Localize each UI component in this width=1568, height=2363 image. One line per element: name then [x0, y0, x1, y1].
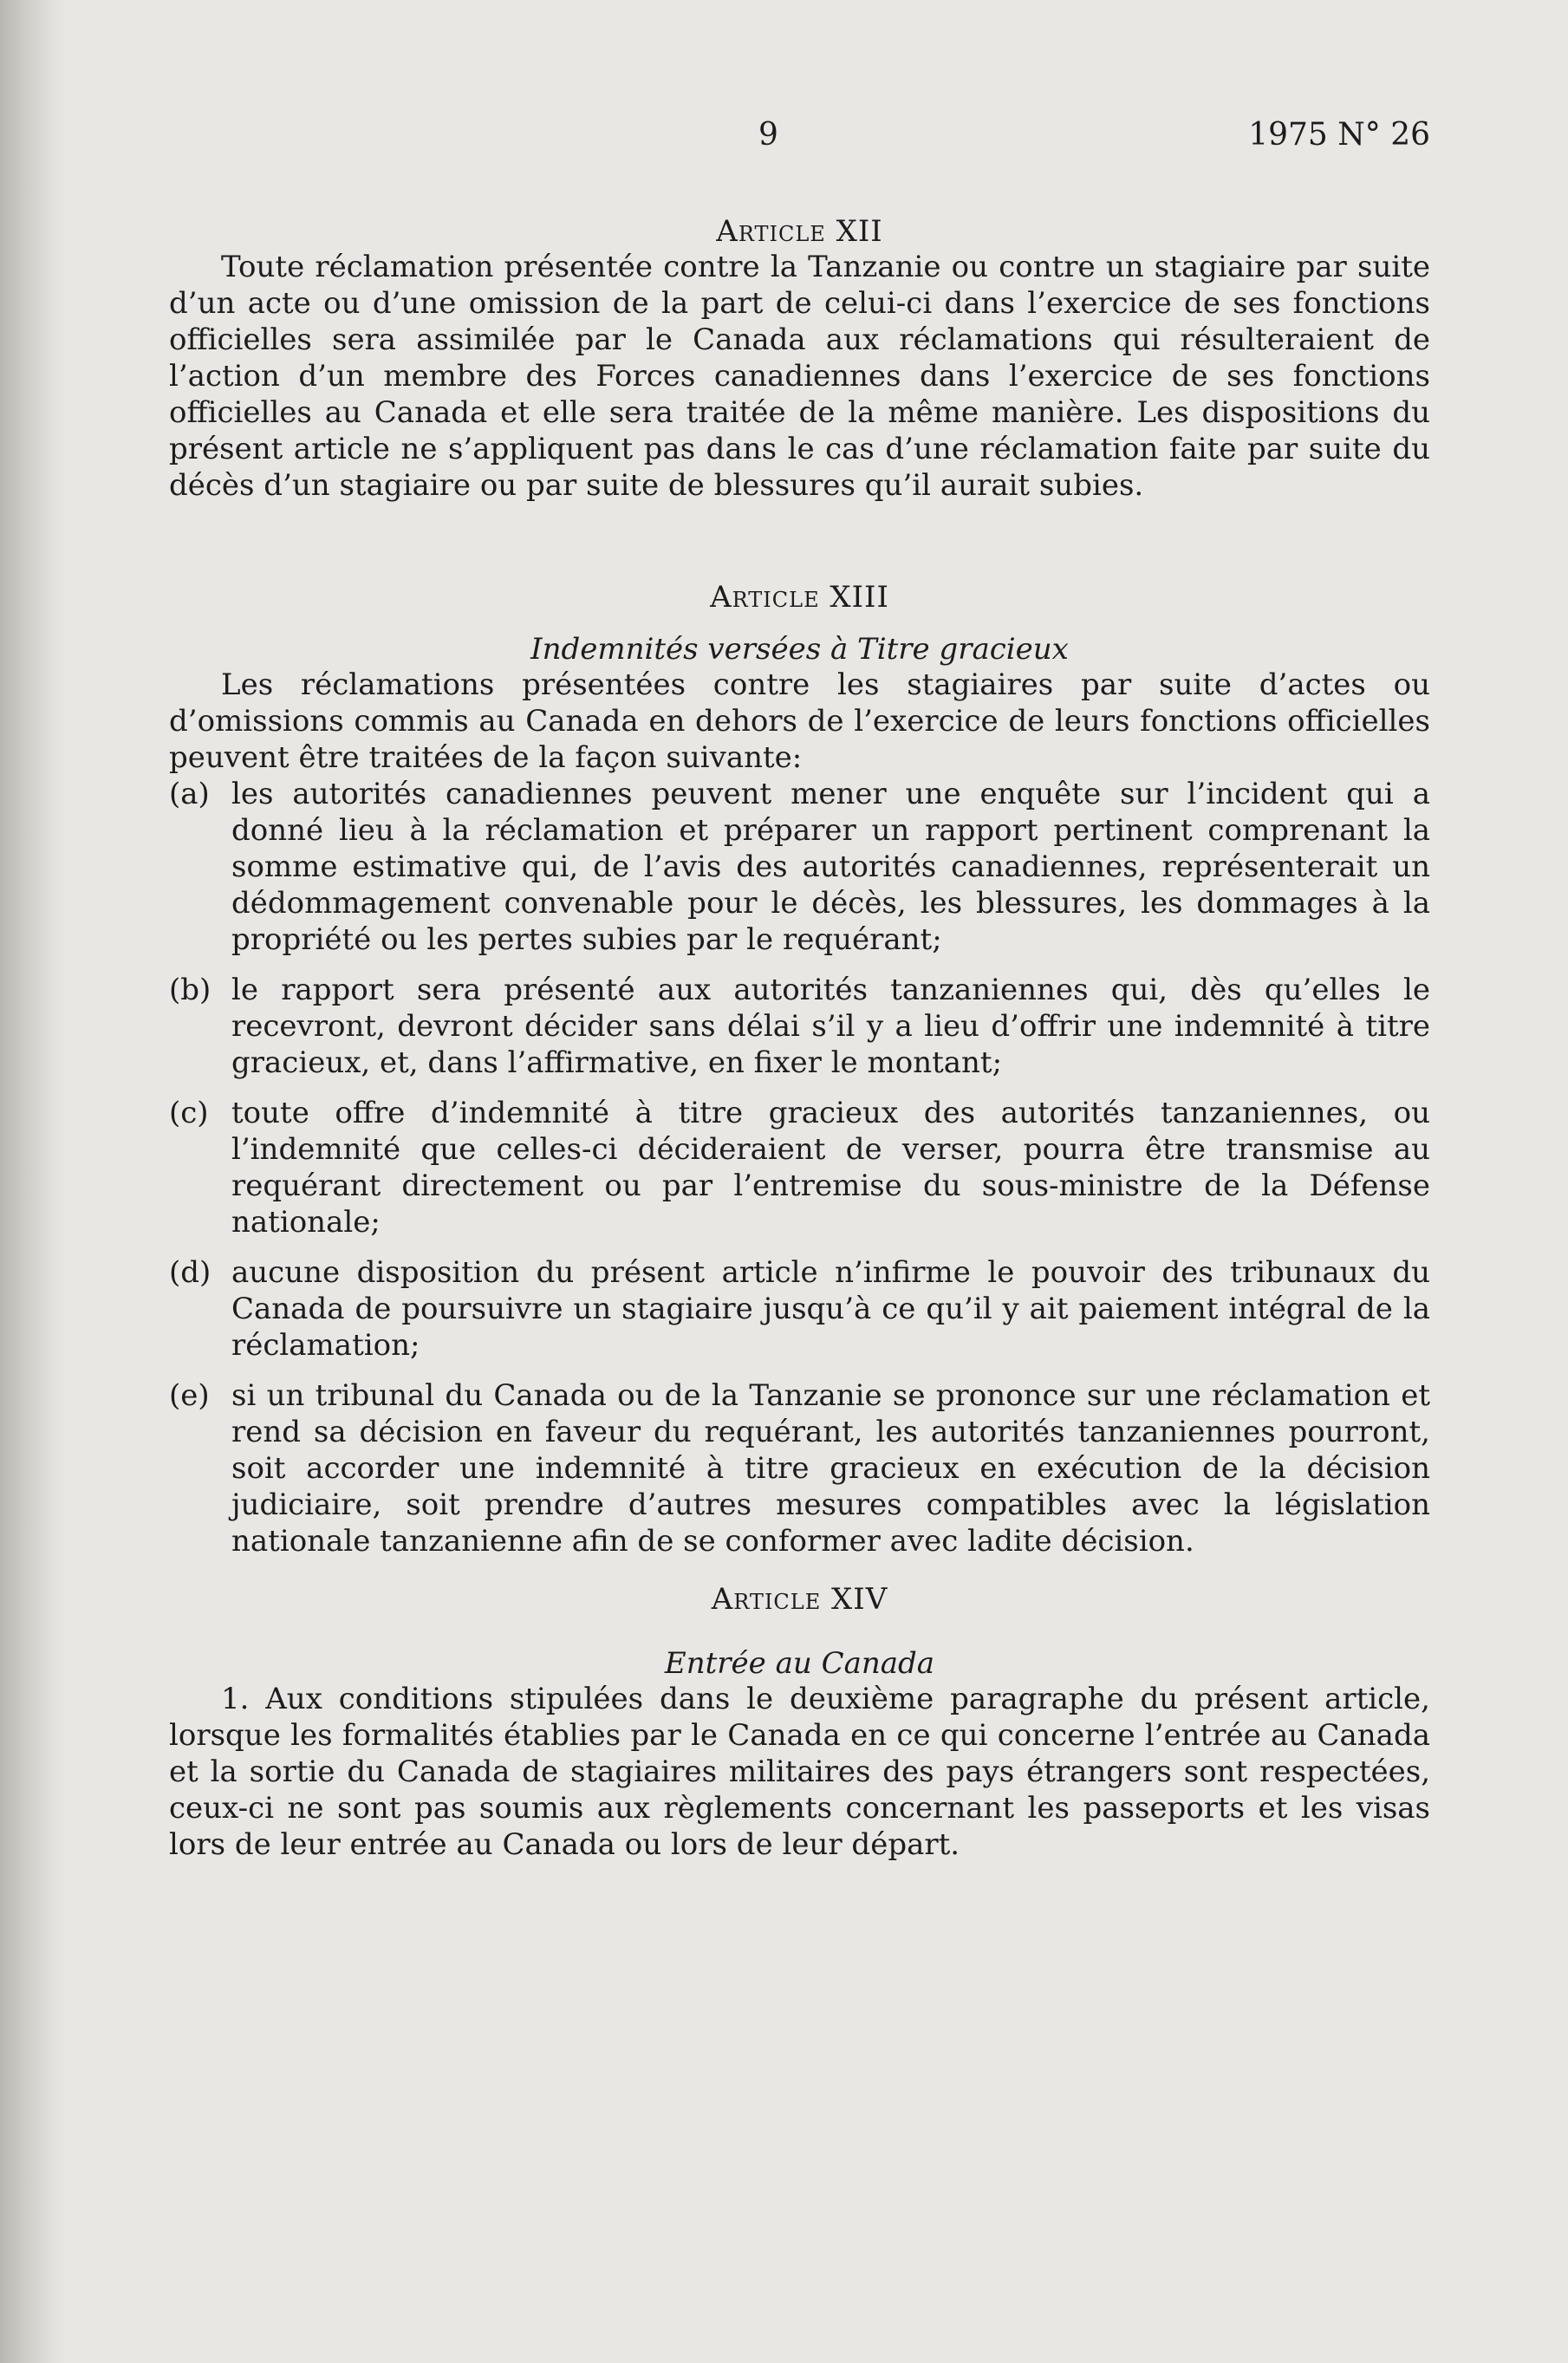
clause-text: si un tribunal du Canada ou de la Tanzanie se prononce sur une réclamation et rend sa décision en faveur du requérant, les autorités tanzaniennes pourront, soit accorder une indemnité à titre gracieux en exécution de la décision judiciaire, soit prendre d’autres mesures compatibles avec la législation nationale tanzanienne afin de se conformer avec ladite décision. [231, 1378, 1430, 1559]
clause-text: toute offre d’indemnité à titre gracieux des autorités tanzaniennes, ou l’indemnité que celles-ci décideraient de verser, pourra être transmise au requérant directement ou par l’entremise du sous-ministre de la Défense nationale; [231, 1096, 1430, 1240]
article-heading: Article XIV [711, 1582, 888, 1617]
clause-marker: (c) [169, 1096, 209, 1130]
running-header [169, 117, 1430, 169]
clause-item [169, 1377, 1430, 1559]
article-paragraph: Toute réclamation présentée contre la Tanzanie ou contre un stagiaire par suite d’un acte ou d’une omission de la part de celui-ci dans l’exercice de ses fonctions officielles sera assimilée par le Canada aux réclamations qui résulteraient de l’action d’un membre des Forces canadiennes dans l’exercice de ses fonctions officielles au Canada et elle sera traitée de la même manière. Les dispositions du présent article ne s’appliquent pas dans le cas d’une réclamation faite par suite du décès d’un stagiaire ou par suite de blessures qu’il aurait subies. [169, 250, 1430, 503]
document-reference: 1975 N° 26 [1248, 117, 1430, 153]
clause-text: aucune disposition du présent article n’infirme le pouvoir des tribunaux du Canada de poursuivre un stagiaire jusqu’à ce qu’il y ait paiement intégral de la réclamation; [231, 1255, 1430, 1363]
article-subheading: Indemnités versées à Titre gracieux [530, 632, 1069, 667]
clause-item [169, 972, 1430, 1081]
article-subheading: Entrée au Canada [664, 1646, 935, 1681]
article-xii [169, 214, 1430, 504]
clause-marker: (a) [169, 777, 210, 811]
article-xiv [169, 1582, 1430, 1863]
clause-text: le rapport sera présenté aux autorités tanzaniennes qui, dès qu’elles le recevront, devront décider sans délai s’il y a lieu d’offrir une indemnité à titre gracieux, et, dans l’affirmative, en fixer le montant; [231, 973, 1430, 1080]
clause-item [169, 776, 1430, 958]
clause-marker: (b) [169, 973, 211, 1007]
clause-list [169, 776, 1430, 1559]
document-page [169, 117, 1430, 2336]
article-heading: Article XII [716, 214, 883, 249]
article-heading: Article XIII [710, 580, 889, 615]
page-number: 9 [758, 117, 778, 153]
clause-item [169, 1254, 1430, 1364]
clause-marker: (e) [169, 1378, 210, 1413]
clause-text: les autorités canadiennes peuvent mener une enquête sur l’incident qui a donné lieu à la réclamation et préparer un rapport pertinent comprenant la somme estimative qui, de l’avis des autorités canadiennes, représenterait un dédommagement convenable pour le décès, les blessures, les dommages à la propriété ou les pertes subies par le requérant; [231, 777, 1430, 957]
article-paragraph: 1. Aux conditions stipulées dans le deuxième paragraphe du présent article, lorsque les formalités établies par le Canada en ce qui concerne l’entrée au Canada et la sortie du Canada de stagiaires militaires des pays étrangers sont respectées, ceux-ci ne sont pas soumis aux règlements concernant les passeports et les visas lors de leur entrée au Canada ou lors de leur départ. [169, 1682, 1430, 1862]
clause-item [169, 1095, 1430, 1240]
clause-marker: (d) [169, 1255, 211, 1290]
page-binding-shadow [0, 0, 65, 2363]
article-intro-paragraph: Les réclamations présentées contre les stagiaires par suite d’actes ou d’omissions commis au Canada en dehors de l’exercice de leurs fonctions officielles peuvent être traitées de la façon suivante: [169, 667, 1430, 775]
article-xiii [169, 580, 1430, 1559]
